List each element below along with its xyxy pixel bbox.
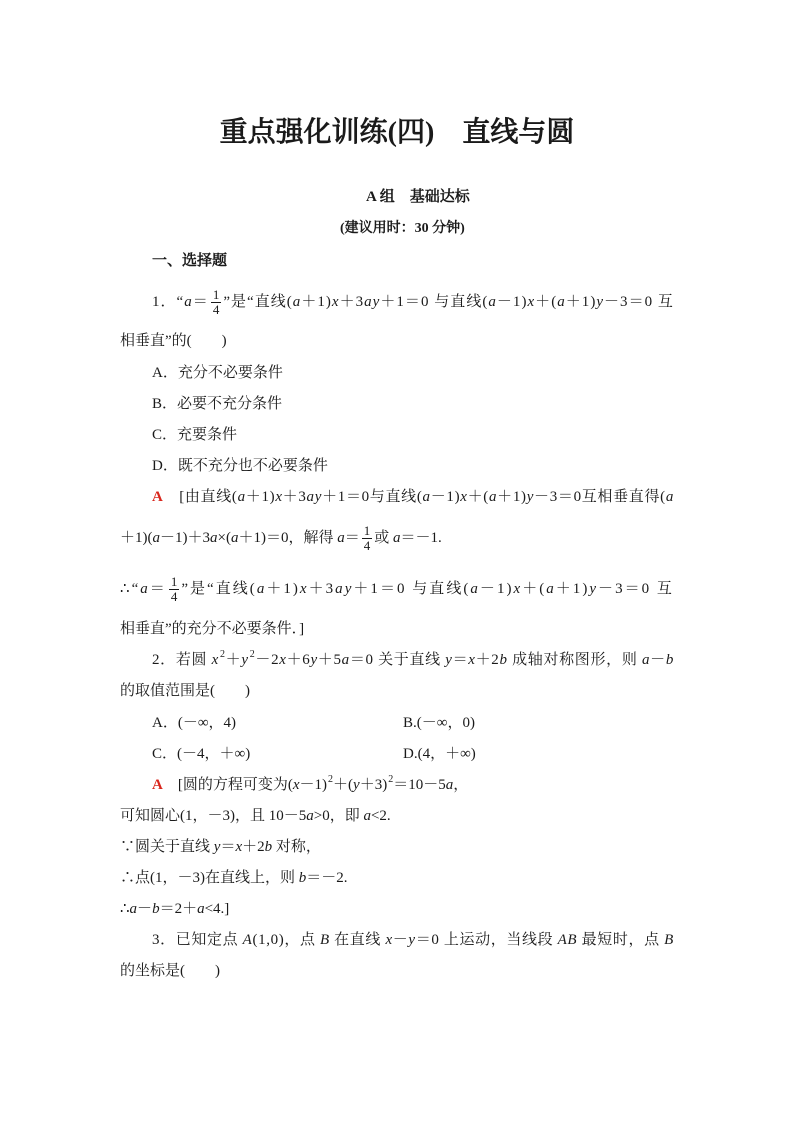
math-variable: x: [460, 489, 468, 505]
text-run: 对称，: [272, 839, 321, 855]
text-run: ∴: [120, 901, 130, 917]
text-run: －3＝0 互: [598, 581, 674, 597]
math-variable: a: [470, 581, 480, 597]
text-run: ＋1＝0 与直线(: [380, 294, 489, 310]
group-heading: A 组 基础达标: [366, 189, 470, 205]
answer-letter: A: [152, 777, 163, 793]
math-variable: a: [237, 489, 246, 505]
math-variable: y: [596, 294, 605, 310]
math-variable: y: [241, 652, 249, 668]
math-variable: a: [641, 652, 651, 668]
superscript: 2: [219, 649, 226, 660]
text-run: ＋(: [522, 581, 547, 597]
text-run: ＋5: [317, 652, 342, 668]
math-variable: a: [292, 294, 302, 310]
q2-stem-line-1: [152, 650, 674, 670]
fraction: [169, 575, 180, 604]
text-run: 在直线: [329, 932, 386, 948]
math-variable: x: [468, 652, 476, 668]
math-variable: y: [213, 839, 221, 855]
math-variable: b: [499, 652, 508, 668]
text-run: ＋1)(: [120, 530, 153, 546]
math-variable: x: [292, 777, 300, 793]
q1-answer-line-1: [152, 487, 674, 507]
math-variable: x: [211, 652, 219, 668]
math-variable: a: [488, 294, 497, 310]
text-run: 或: [374, 530, 393, 546]
text-run: －1): [299, 777, 328, 793]
text-run: －: [392, 932, 409, 948]
text-run: －1)＋3: [160, 530, 210, 546]
math-variable: y: [445, 652, 453, 668]
math-variable: ay: [364, 294, 381, 310]
text-run: ＋1): [565, 294, 597, 310]
text-run: ＋6: [286, 652, 311, 668]
math-variable: a: [488, 489, 498, 505]
math-variable: B: [320, 932, 330, 948]
math-variable: y: [589, 581, 599, 597]
q2-option-c: C．(－4，＋∞): [152, 746, 251, 762]
text-run: ＝: [344, 530, 360, 546]
q3-stem-line-1: [152, 930, 674, 950]
text-run: ＋: [225, 652, 242, 668]
q2-option-b: B.(－∞，0): [403, 715, 475, 731]
math-variable: a: [665, 489, 675, 505]
q2-answer-line-1: [152, 775, 468, 795]
math-variable: x: [331, 294, 340, 310]
fraction-numerator: 1: [363, 523, 371, 539]
text-run: 3．已知定点: [152, 932, 243, 948]
math-variable: b: [152, 901, 160, 917]
text-run: [圆的方程可变为(: [162, 777, 293, 793]
math-variable: a: [140, 581, 150, 597]
text-run: －: [650, 652, 666, 668]
fraction-numerator: 1: [212, 287, 220, 303]
q2-answer-line-5: [120, 899, 229, 919]
fraction-numerator: 1: [170, 574, 178, 590]
text-run: 相垂直”的充分不必要条件．]: [120, 621, 305, 637]
text-run: ＋3: [308, 581, 336, 597]
math-variable: a: [557, 294, 566, 310]
math-variable: a: [422, 489, 431, 505]
text-run: 1．“: [152, 294, 185, 310]
text-run: ＋(: [333, 777, 354, 793]
text-run: ＋3): [359, 777, 388, 793]
text-run: －1): [479, 581, 514, 597]
math-variable: a: [337, 530, 345, 546]
text-run: ＝－1.: [400, 530, 442, 546]
math-variable: a: [152, 530, 160, 546]
text-run: ＝10－5: [393, 777, 446, 793]
q1-option-a: A．充分不必要条件: [152, 365, 283, 381]
math-variable: a: [306, 808, 314, 824]
math-variable: b: [298, 870, 307, 886]
superscript: 2: [388, 774, 394, 785]
q2-answer-line-2: [120, 806, 391, 826]
math-variable: AB: [557, 932, 578, 948]
math-variable: B: [664, 932, 674, 948]
section-heading: 一、选择题: [152, 253, 228, 269]
math-variable: x: [235, 839, 243, 855]
text-run: ＝2＋: [159, 901, 198, 917]
text-run: ＋2: [475, 652, 500, 668]
text-run: －1): [430, 489, 461, 505]
text-run: ＝: [220, 839, 236, 855]
text-run: ＋1)＝0，解得: [238, 530, 338, 546]
text-run: ＝: [192, 294, 209, 310]
text-run: ∴“: [120, 581, 141, 597]
fraction: [362, 524, 373, 553]
q2-answer-line-3: [120, 837, 321, 857]
text-run: ×(: [217, 530, 231, 546]
text-run: ＋(: [467, 489, 489, 505]
math-variable: b: [665, 652, 674, 668]
text-run: ＋2: [242, 839, 265, 855]
text-run: 成轴对称图形，则: [507, 652, 642, 668]
math-variable: x: [299, 581, 309, 597]
math-variable: x: [385, 932, 393, 948]
text-run: －2: [255, 652, 280, 668]
math-variable: a: [393, 530, 401, 546]
text-run: ＋1): [301, 294, 332, 310]
text-run: <4.]: [204, 901, 230, 917]
text-run: ＋(: [535, 294, 558, 310]
math-variable: a: [210, 530, 218, 546]
time-hint: (建议用时：30 分钟): [340, 221, 465, 236]
text-run: 的取值范围是( ): [120, 683, 250, 699]
text-run: －: [137, 901, 153, 917]
q1-option-d: D．既不充分也不必要条件: [152, 458, 328, 474]
q1-stem-line-2: [120, 331, 227, 351]
math-variable: a: [445, 777, 454, 793]
q2-option-d: D.(4，＋∞): [403, 746, 476, 762]
text-run: >0，即: [313, 808, 364, 824]
text-run: (1,0)，点: [252, 932, 320, 948]
fraction: [211, 288, 222, 317]
math-variable: y: [408, 932, 416, 948]
q1-stem-line-1: [152, 287, 674, 318]
text-run: ＝0 上运动，当线段: [415, 932, 558, 948]
math-variable: ay: [335, 581, 354, 597]
q1-answer-line-4: [120, 619, 304, 639]
math-variable: y: [526, 489, 535, 505]
text-run: <2.: [370, 808, 391, 824]
q2-answer-line-4: [120, 868, 348, 888]
text-run: ＝: [452, 652, 469, 668]
math-variable: a: [256, 581, 267, 597]
text-run: ∵圆关于直线: [120, 839, 214, 855]
math-variable: a: [363, 808, 371, 824]
text-run: 可知圆心(1，－3)，且 10－5: [120, 808, 307, 824]
math-variable: a: [129, 901, 138, 917]
q2-stem-line-2: [120, 681, 250, 701]
math-variable: b: [264, 839, 273, 855]
fraction-denominator: 4: [363, 538, 371, 554]
text-run: ”是“直线(: [223, 294, 293, 310]
q2-option-a: A．(－∞，4): [152, 715, 237, 731]
text-run: －1): [496, 294, 528, 310]
math-variable: a: [197, 901, 205, 917]
math-variable: x: [513, 581, 523, 597]
q1-answer-line-3: [120, 574, 674, 605]
math-variable: y: [310, 652, 318, 668]
math-variable: a: [184, 294, 193, 310]
text-run: ＋1): [497, 489, 527, 505]
q1-answer-line-2: [120, 523, 442, 554]
math-variable: A: [242, 932, 253, 948]
text-run: ＋1): [266, 581, 300, 597]
text-run: 的坐标是( ): [120, 963, 220, 979]
text-run: ，: [453, 777, 469, 793]
text-run: ＋1): [555, 581, 590, 597]
text-run: 相垂直”的( ): [120, 333, 227, 349]
text-run: ”是“直线(: [181, 581, 257, 597]
answer-letter: A: [152, 489, 164, 505]
text-run: ＋3: [282, 489, 307, 505]
superscript: 2: [249, 649, 256, 660]
text-run: ＋1＝0 与直线(: [353, 581, 471, 597]
text-run: ＋1): [245, 489, 276, 505]
superscript: 2: [328, 774, 334, 785]
text-run: ＝－2.: [306, 870, 348, 886]
text-run: [由直线(: [163, 489, 238, 505]
text-run: ＝0 关于直线: [349, 652, 446, 668]
fraction-denominator: 4: [170, 589, 178, 605]
fraction-denominator: 4: [212, 302, 220, 318]
q1-option-b: B．必要不充分条件: [152, 396, 283, 412]
math-variable: x: [279, 652, 287, 668]
math-variable: x: [527, 294, 536, 310]
text-run: ＋3: [339, 294, 365, 310]
text-run: －3＝0 互: [604, 294, 674, 310]
q3-stem-line-2: [120, 961, 220, 981]
text-run: ＝: [149, 581, 167, 597]
text-run: 2．若圆: [152, 652, 212, 668]
math-variable: a: [546, 581, 556, 597]
text-run: 最短时，点: [577, 932, 665, 948]
math-variable: ay: [306, 489, 323, 505]
text-run: ＋1＝0与直线(: [322, 489, 423, 505]
text-run: －3＝0互相垂直得(: [534, 489, 666, 505]
math-variable: x: [275, 489, 283, 505]
page-title: 重点强化训练(四) 直线与圆: [219, 117, 575, 148]
q1-option-c: C．充要条件: [152, 427, 238, 443]
text-run: ∴点(1，－3)在直线上，则: [120, 870, 299, 886]
math-variable: y: [353, 777, 360, 793]
math-variable: a: [341, 652, 350, 668]
math-variable: a: [230, 530, 239, 546]
